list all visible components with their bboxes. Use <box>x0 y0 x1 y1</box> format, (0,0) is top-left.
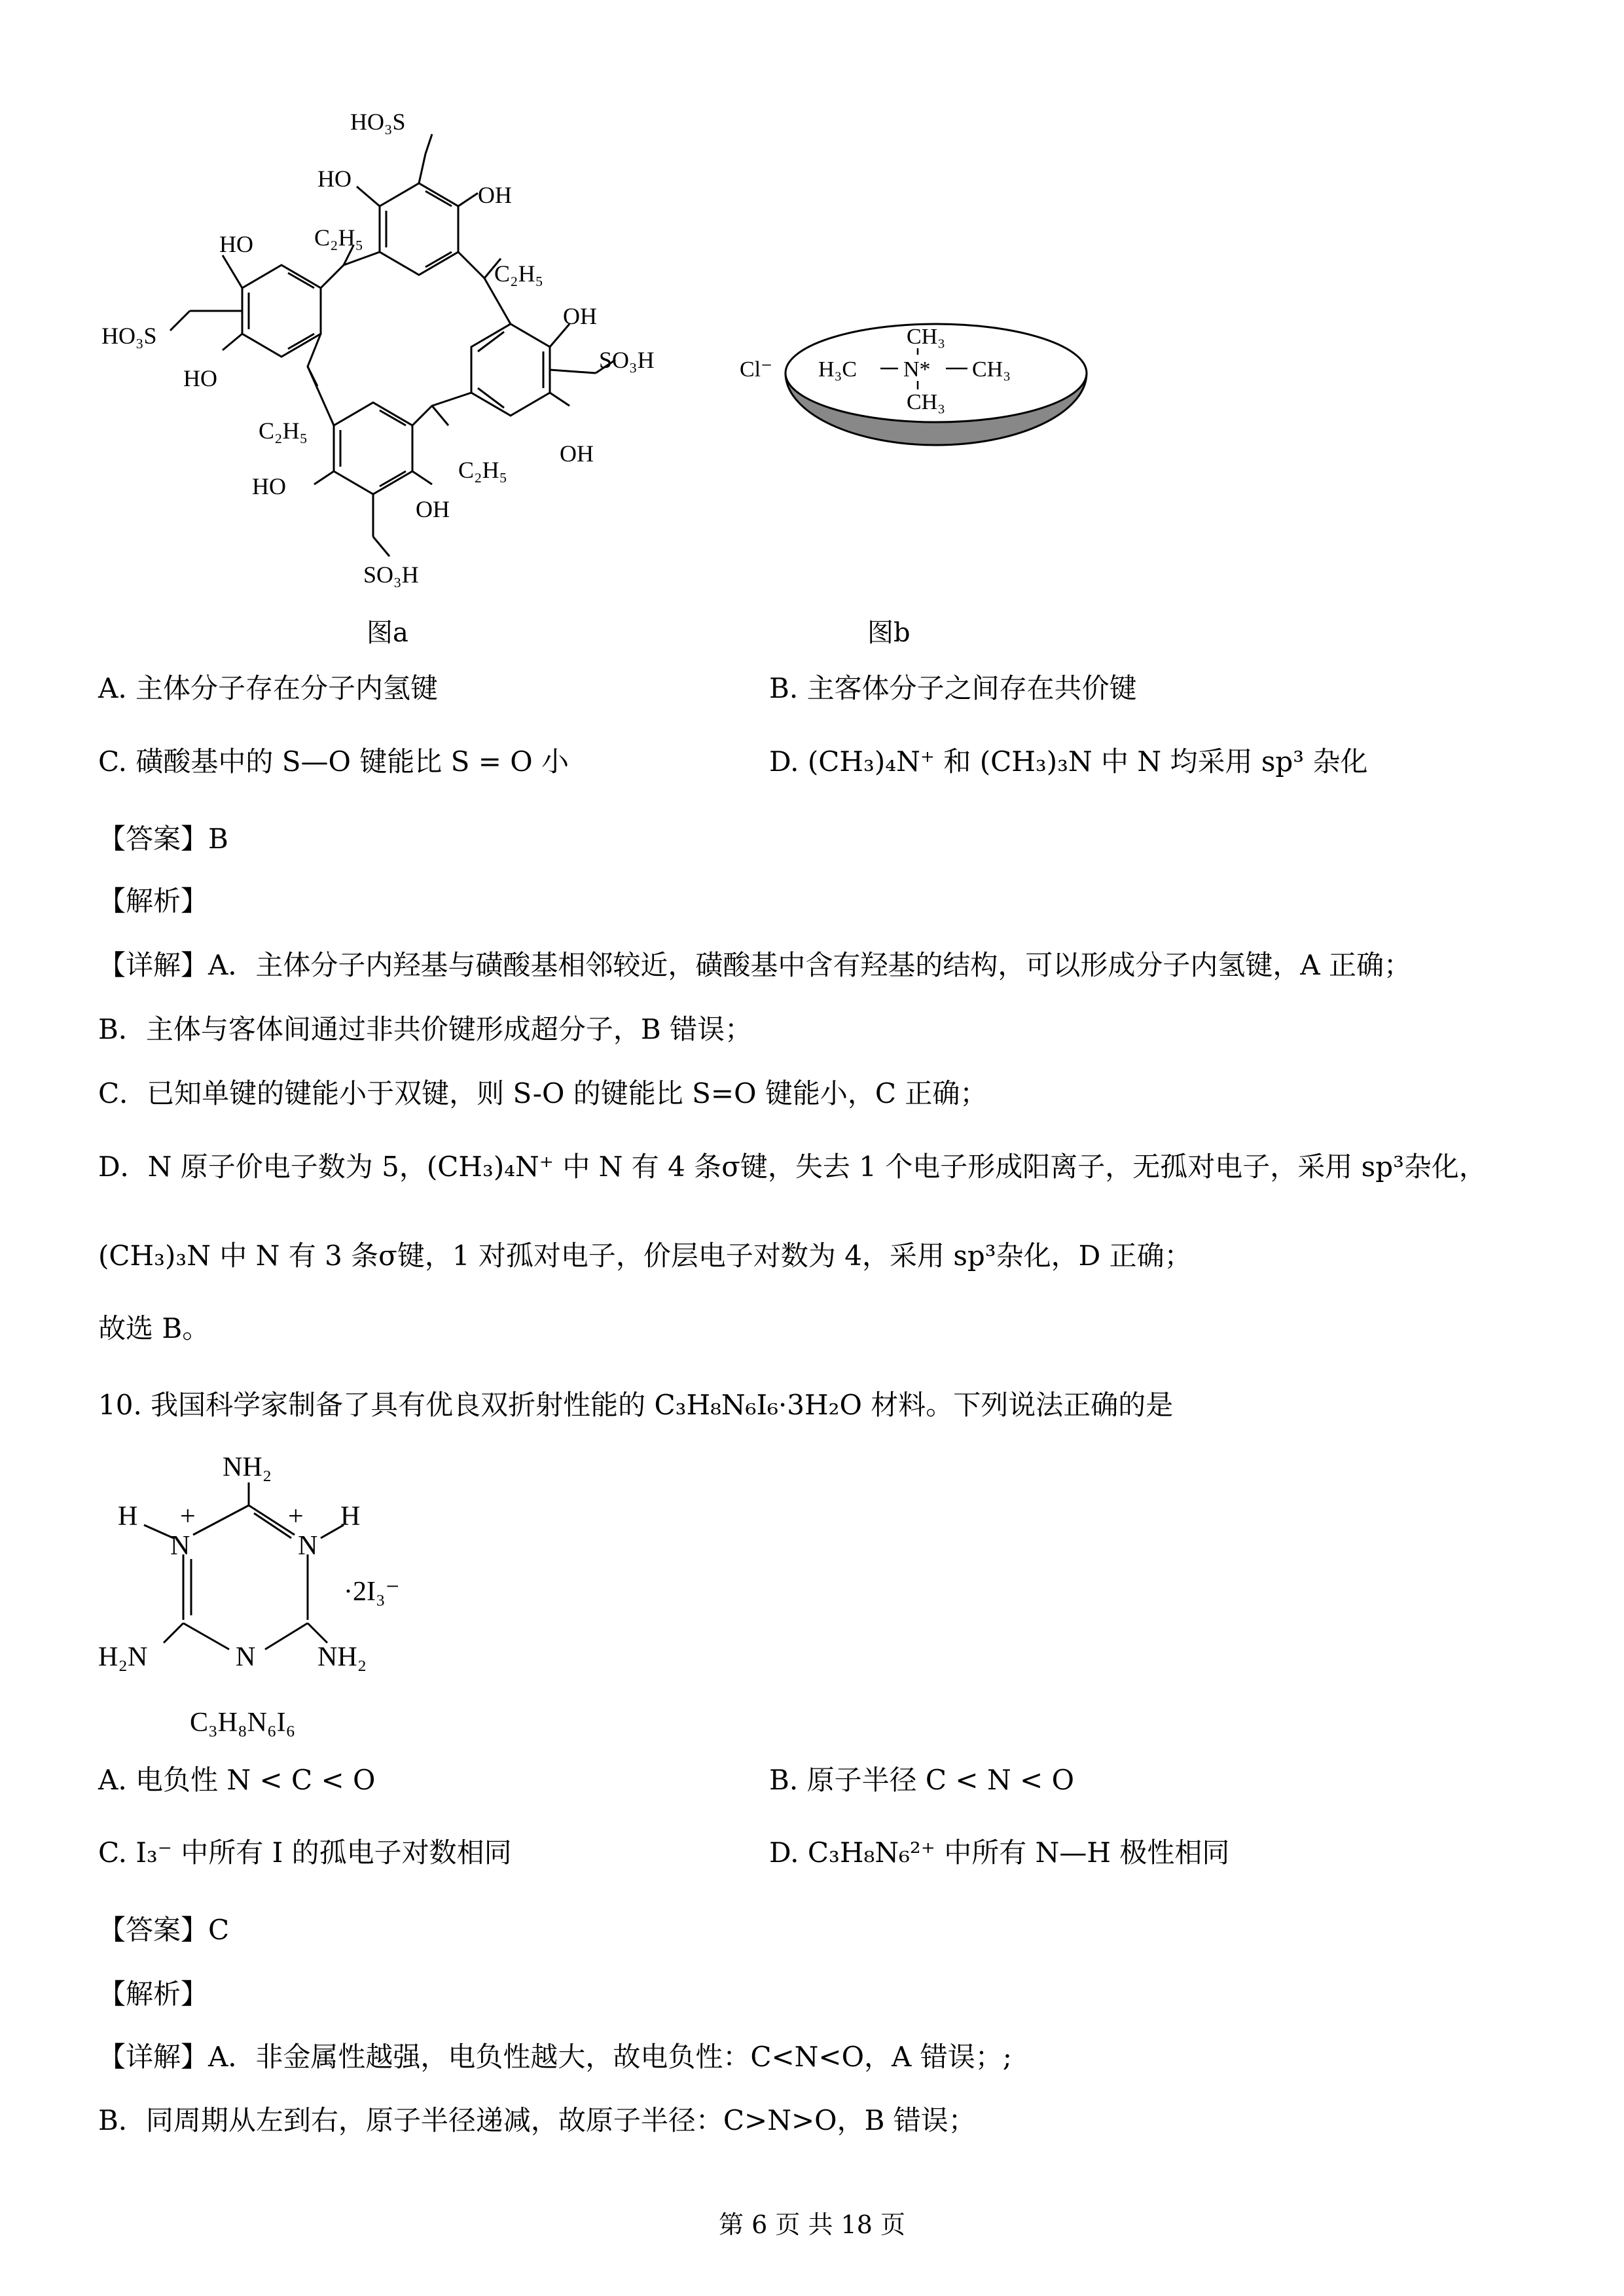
label-oh: OH <box>563 303 597 329</box>
figure-a-calixarene <box>92 98 707 622</box>
q9-option-c: C. 磺酸基中的 S—O 键能比 S = O 小 <box>98 745 569 778</box>
label-ch3-right: CH₃ <box>972 357 1011 382</box>
q10-option-a: A. 电负性 N < C < O <box>98 1764 376 1796</box>
page-footer: 第 6 页 共 18 页 <box>719 2210 905 2239</box>
label-formula: C₃H₈N₆I₆ <box>190 1708 296 1738</box>
q9-detail-d2: (CH₃)₃N 中 N 有 3 条σ键，1 对孤对电子，价层电子对数为 4，采用 sp³杂化，D 正确； <box>98 1240 1192 1272</box>
label-nh2-top: NH₂ <box>223 1452 272 1482</box>
label-h-left: H <box>118 1501 138 1532</box>
q9-detail-b: B．主体与客体间通过非共价键形成超分子，B 错误； <box>98 1013 753 1045</box>
label-c2h5: C₂H₅ <box>259 418 308 444</box>
figure-b-caption: 图b <box>867 618 911 648</box>
label-c2h5: C₂H₅ <box>458 457 508 483</box>
q10-detail-a: 【详解】A．非金属性越强，电负性越大，故电负性：C<N<O，A 错误；; <box>98 2041 1012 2073</box>
label-so3h-right: SO₃H <box>599 347 655 373</box>
label-cl: Cl⁻ <box>740 357 773 382</box>
label-plus-right: + <box>288 1501 304 1532</box>
figure-a-caption: 图a <box>367 618 408 648</box>
q10-detail-b: B．同周期从左到右，原子半径递减，故原子半径：C>N>O，B 错误； <box>98 2104 976 2136</box>
label-h-right: H <box>340 1501 361 1532</box>
q10-option-d: D. C₃H₈N₆²⁺ 中所有 N—H 极性相同 <box>769 1837 1230 1869</box>
q9-conclusion: 故选 B。 <box>98 1312 210 1344</box>
label-ch3-top: CH₃ <box>907 325 946 349</box>
label-c2h5: C₂H₅ <box>314 224 364 251</box>
label-n-bottom: N <box>236 1642 256 1672</box>
q9-detail-d1: D．N 原子价电子数为 5，(CH₃)₄N⁺ 中 N 有 4 条σ键，失去 1 个电子形成阳离子，无孤对电子，采用 sp³杂化， <box>98 1151 1487 1183</box>
q10-answer: 【答案】C <box>98 1914 230 1946</box>
label-n-right: N <box>298 1531 318 1561</box>
label-oh: OH <box>478 182 512 208</box>
label-oh: OH <box>416 496 450 522</box>
label-plus-left: + <box>180 1501 196 1532</box>
q9-option-a: A. 主体分子存在分子内氢键 <box>98 672 439 704</box>
label-n-star: N* <box>903 357 931 382</box>
q9-option-d-text: (CH₃)₄N⁺ 和 (CH₃)₃N 中 N 均采用 sp³ 杂化 <box>807 745 1368 778</box>
label-so3h-bottom: SO₃H <box>363 562 419 588</box>
label-ho: HO <box>183 365 217 391</box>
q9-option-d-prefix: D. <box>769 745 808 778</box>
label-nh2-right: NH₂ <box>317 1642 367 1672</box>
label-i3: ·2I₃⁻ <box>344 1577 400 1607</box>
q9-option-d <box>769 744 1367 780</box>
q10-structure-melamine-salt <box>98 1446 465 1761</box>
q9-detail-c: C．已知单键的键能小于双键，则 S-O 的键能比 S=O 键能小，C 正确； <box>98 1077 988 1109</box>
label-ho: HO <box>219 231 253 257</box>
q10-stem: 10. 我国科学家制备了具有优良双折射性能的 C₃H₈N₆I₆·3H₂O 材料。下列说法正确的是 <box>98 1389 1174 1421</box>
label-n-left: N <box>170 1531 190 1561</box>
label-ho: HO <box>252 473 286 499</box>
label-h3c: H₃C <box>818 357 857 382</box>
q9-analysis-label: 【解析】 <box>98 885 209 917</box>
q10-analysis-label: 【解析】 <box>98 1978 209 2010</box>
label-h2n: H₂N <box>98 1642 148 1672</box>
label-ho: HO <box>317 166 352 192</box>
label-so3h-top: HO₃S <box>350 109 406 135</box>
q9-detail-a: 【详解】A．主体分子内羟基与磺酸基相邻较近，磺酸基中含有羟基的结构，可以形成分子内氢键，A 正确； <box>98 949 1412 981</box>
label-so3h-left: HO₃S <box>101 323 157 349</box>
label-oh: OH <box>560 440 594 467</box>
label-c2h5: C₂H₅ <box>494 260 544 287</box>
q10-option-b: B. 原子半径 C < N < O <box>769 1764 1075 1796</box>
label-ch3-bottom: CH₃ <box>907 390 946 414</box>
q9-option-b: B. 主客体分子之间存在共价键 <box>769 672 1137 704</box>
q9-answer: 【答案】B <box>98 823 228 855</box>
q10-option-c: C. I₃⁻ 中所有 I 的孤电子对数相同 <box>98 1837 512 1869</box>
figure-b-host-guest <box>727 295 1093 504</box>
